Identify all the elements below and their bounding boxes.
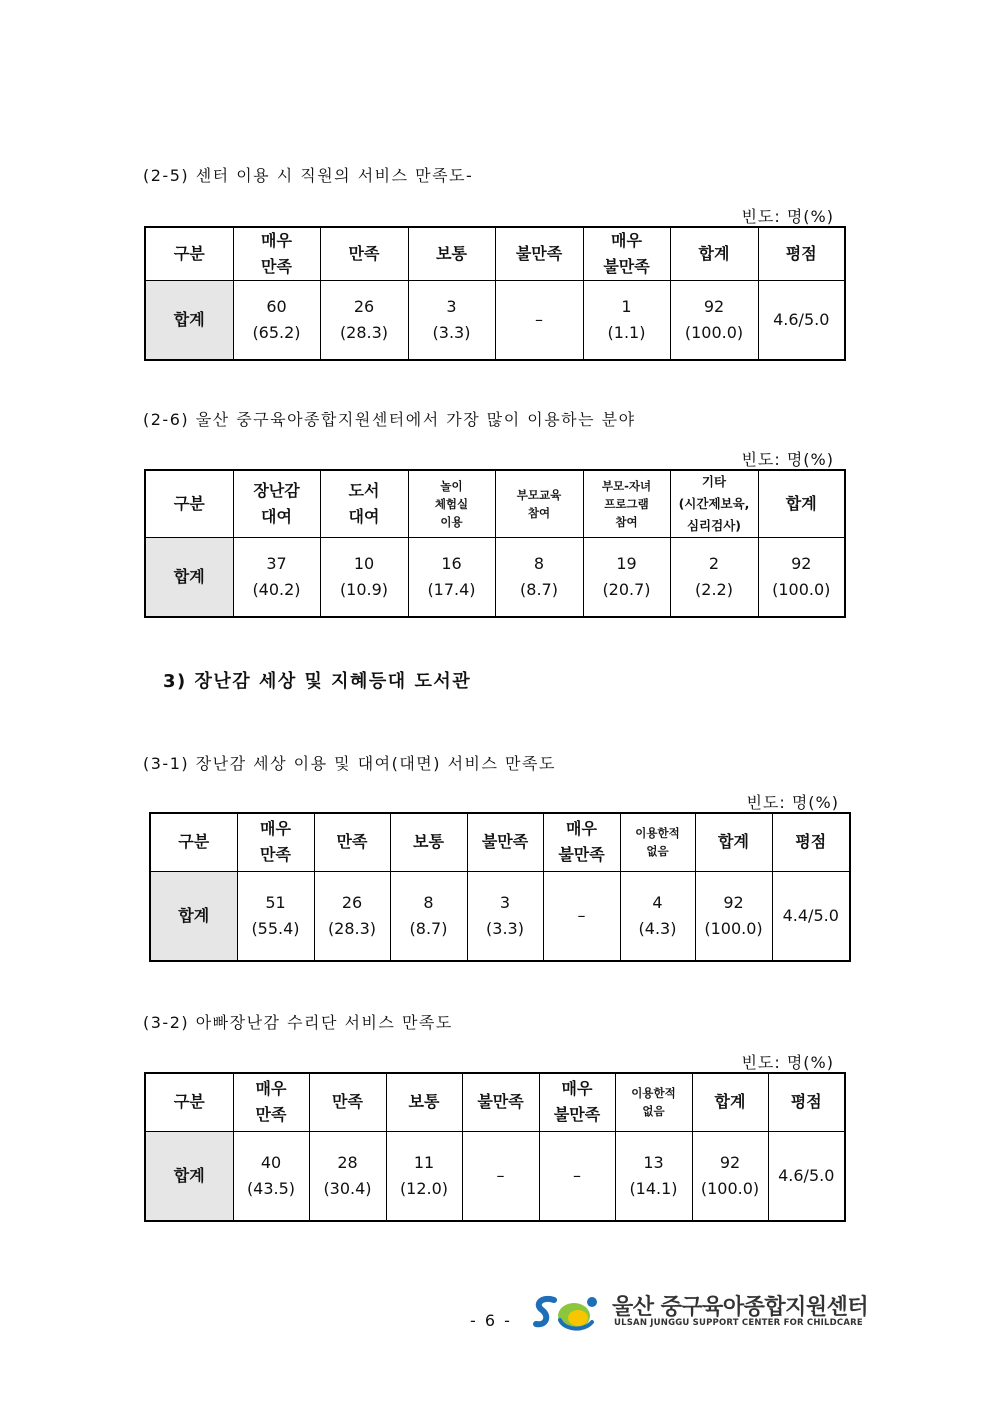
cell-count: 37 xyxy=(266,553,287,573)
cell-percent: (12.0) xyxy=(399,1178,449,1198)
cell-count: 4.6/5.0 xyxy=(778,1165,835,1185)
data-cell xyxy=(462,1131,539,1221)
header-line: 기타 xyxy=(701,474,727,489)
header-line: 불만족 xyxy=(553,1105,601,1125)
column-header xyxy=(320,470,408,538)
column-header xyxy=(495,227,583,281)
column-header xyxy=(462,1073,539,1131)
cell-percent: (4.3) xyxy=(638,918,677,938)
cell-count: 3 xyxy=(499,892,511,912)
cell-count: 26 xyxy=(353,296,375,316)
header-line: 이용한적 xyxy=(635,826,680,841)
header-line: 매우 xyxy=(566,819,597,839)
column-header xyxy=(695,813,772,871)
cell-count: 10 xyxy=(353,553,375,573)
cell-count: 3 xyxy=(446,296,457,316)
header-gubun: 구분 xyxy=(145,470,233,538)
column-header xyxy=(768,1073,845,1131)
caption-2-6: (2-6) 울산 중구육아종합지원센터에서 가장 많이 이용하는 분야 xyxy=(143,410,636,429)
cell-count: 8 xyxy=(423,892,434,912)
cell-count: 40 xyxy=(260,1152,282,1172)
header-line: 보통 xyxy=(436,244,467,263)
cell-percent: (100.0) xyxy=(700,1178,760,1198)
cell-count: 92 xyxy=(703,296,725,316)
column-header xyxy=(620,813,695,871)
cell-percent: (8.7) xyxy=(520,579,558,599)
cell-count: 92 xyxy=(719,1152,741,1172)
header-line: 평점 xyxy=(785,244,817,263)
header-line: 대여 xyxy=(261,507,292,526)
cell-count: 4.6/5.0 xyxy=(773,309,830,329)
data-cell xyxy=(615,1131,692,1221)
cell-percent: (100.0) xyxy=(772,579,831,599)
cell-percent: (55.4) xyxy=(251,918,300,938)
data-cell xyxy=(620,871,695,961)
cell-count: 19 xyxy=(616,553,637,573)
data-cell xyxy=(543,871,620,961)
cell-percent: (100.0) xyxy=(684,322,744,342)
cell-percent: (100.0) xyxy=(704,918,763,938)
unit-2-5: 빈도: 명(%) xyxy=(741,207,834,226)
cell-count: 28 xyxy=(337,1152,358,1172)
cell-count: – xyxy=(577,905,586,925)
data-cell xyxy=(539,1131,615,1221)
column-header xyxy=(758,227,845,281)
column-header xyxy=(390,813,467,871)
column-header xyxy=(539,1073,615,1131)
caption-2-5: (2-5) 센터 이용 시 직원의 서비스 만족도- xyxy=(143,166,474,185)
data-cell xyxy=(309,1131,386,1221)
data-cell xyxy=(386,1131,462,1221)
cell-count: 51 xyxy=(265,892,286,912)
data-cell xyxy=(390,871,467,961)
cell-percent: (40.2) xyxy=(252,579,301,599)
cell-count: 8 xyxy=(533,553,545,573)
data-cell xyxy=(233,538,320,617)
cell-percent: (43.5) xyxy=(246,1178,296,1198)
data-cell xyxy=(670,281,758,360)
column-header xyxy=(386,1073,462,1131)
data-cell xyxy=(695,871,772,961)
cell-percent: (8.7) xyxy=(409,918,448,938)
cell-count: – xyxy=(573,1165,581,1185)
header-line: 평점 xyxy=(795,832,827,852)
header-line: 부모-자녀 xyxy=(601,479,652,493)
satisfaction-table-2-5 xyxy=(144,226,846,361)
cell-count: 26 xyxy=(341,892,363,912)
data-cell xyxy=(758,281,845,360)
unit-2-6: 빈도: 명(%) xyxy=(741,450,834,469)
data-cell xyxy=(692,1131,768,1221)
data-cell xyxy=(467,871,543,961)
header-line: 합계 xyxy=(718,832,749,852)
column-header xyxy=(408,470,495,538)
header-line: 없음 xyxy=(646,844,669,859)
column-header xyxy=(314,813,390,871)
header-line: 불만족 xyxy=(603,257,650,276)
cell-count: 2 xyxy=(708,553,720,573)
cell-percent: (20.7) xyxy=(602,579,651,599)
header-line: 도서 xyxy=(348,481,380,500)
header-line: 보통 xyxy=(408,1092,440,1112)
cell-count: – xyxy=(535,309,543,329)
cell-percent: (1.1) xyxy=(607,322,646,342)
cell-percent: (3.3) xyxy=(486,918,524,938)
column-header xyxy=(467,813,543,871)
header-line: 보통 xyxy=(413,832,444,852)
data-cell xyxy=(408,281,495,360)
column-header xyxy=(692,1073,768,1131)
cell-count: 4.4/5.0 xyxy=(782,905,839,925)
column-header xyxy=(237,813,314,871)
header-line: 합계 xyxy=(785,494,817,513)
header-line: 평점 xyxy=(790,1092,822,1112)
header-line: 만족 xyxy=(336,832,368,852)
column-header xyxy=(670,227,758,281)
header-line: 참여 xyxy=(527,506,551,520)
cell-percent: (2.2) xyxy=(695,579,733,599)
header-line: 합계 xyxy=(698,244,730,263)
header-line: 만족 xyxy=(332,1092,363,1112)
header-line: 불만족 xyxy=(515,244,563,263)
data-cell xyxy=(583,281,670,360)
data-cell xyxy=(495,281,583,360)
header-line: 매우 xyxy=(561,1079,593,1099)
data-cell xyxy=(320,538,408,617)
data-cell xyxy=(314,871,390,961)
header-line: 대여 xyxy=(348,507,380,526)
header-line: 심리검사) xyxy=(686,518,741,533)
cell-count: 92 xyxy=(791,553,812,573)
sc-logo-icon xyxy=(532,1290,612,1334)
row-label-total: 합계 xyxy=(150,871,237,961)
header-line: 불만족 xyxy=(477,1092,524,1112)
column-header xyxy=(233,1073,309,1131)
data-cell xyxy=(495,538,583,617)
cell-count: 11 xyxy=(413,1152,435,1172)
column-header xyxy=(758,470,845,538)
data-cell xyxy=(772,871,850,961)
caption-3-2: (3-2) 아빠장난감 수리단 서비스 만족도 xyxy=(143,1013,453,1032)
header-line: 매우 xyxy=(260,819,291,839)
section-heading-3: 3) 장난감 세상 및 지혜등대 도서관 xyxy=(163,671,472,692)
header-line: 없음 xyxy=(642,1104,665,1119)
column-header xyxy=(615,1073,692,1131)
header-line: 장난감 xyxy=(253,481,300,500)
cell-count: 60 xyxy=(266,296,287,316)
header-line: 체험실 xyxy=(434,497,469,511)
header-line: 이용한적 xyxy=(631,1086,676,1101)
data-cell xyxy=(583,538,670,617)
header-line: 만족 xyxy=(255,1105,287,1125)
page-number: - 6 - xyxy=(470,1311,512,1330)
column-header xyxy=(408,227,495,281)
row-label-total: 합계 xyxy=(145,1131,233,1221)
row-label-total: 합계 xyxy=(145,538,233,617)
column-header xyxy=(583,470,670,538)
cell-percent: (14.1) xyxy=(629,1178,678,1198)
header-line: 프로그램 xyxy=(604,497,649,511)
data-cell xyxy=(768,1131,845,1221)
cell-percent: (30.4) xyxy=(323,1178,372,1198)
toy-world-table-3-1 xyxy=(149,812,851,962)
cell-count: 4 xyxy=(652,892,663,912)
header-line: 부모교육 xyxy=(516,488,562,502)
row-label-total: 합계 xyxy=(145,281,233,360)
column-header xyxy=(320,227,408,281)
header-line: 불만족 xyxy=(558,845,605,865)
header-gubun: 구분 xyxy=(145,1073,233,1131)
column-header xyxy=(670,470,758,538)
header-line: 놀이 xyxy=(440,479,463,493)
cell-percent: (65.2) xyxy=(252,322,301,342)
header-line: 이용 xyxy=(440,515,463,529)
column-header xyxy=(583,227,670,281)
header-gubun: 구분 xyxy=(145,227,233,281)
column-header xyxy=(233,470,320,538)
data-cell xyxy=(233,1131,309,1221)
header-line: 매우 xyxy=(261,231,292,250)
data-cell xyxy=(233,281,320,360)
cell-percent: (10.9) xyxy=(339,579,389,599)
toy-repair-table-3-2 xyxy=(144,1072,846,1222)
data-cell xyxy=(320,281,408,360)
cell-count: 1 xyxy=(621,296,632,316)
unit-3-1: 빈도: 명(%) xyxy=(746,793,839,812)
data-cell xyxy=(758,538,845,617)
header-line: 만족 xyxy=(261,257,292,276)
column-header xyxy=(495,470,583,538)
header-line: 참여 xyxy=(615,515,638,529)
cell-percent: (28.3) xyxy=(327,918,377,938)
column-header xyxy=(233,227,320,281)
cell-count: 16 xyxy=(441,553,462,573)
cell-count: 92 xyxy=(723,892,744,912)
header-line: 만족 xyxy=(348,244,380,263)
cell-percent: (17.4) xyxy=(427,579,476,599)
cell-count: 13 xyxy=(643,1152,664,1172)
logo-title: 울산 중구육아종합지원센터 xyxy=(612,1295,869,1320)
header-line: 매우 xyxy=(611,231,642,250)
column-header xyxy=(309,1073,386,1131)
header-line: (시간제보육, xyxy=(678,496,750,511)
cell-percent: (28.3) xyxy=(339,322,389,342)
header-line: 만족 xyxy=(260,845,291,865)
header-line: 합계 xyxy=(714,1092,746,1112)
cell-percent: (3.3) xyxy=(432,322,471,342)
column-header xyxy=(543,813,620,871)
data-cell xyxy=(408,538,495,617)
header-gubun: 구분 xyxy=(150,813,237,871)
unit-3-2: 빈도: 명(%) xyxy=(741,1053,834,1072)
data-cell xyxy=(237,871,314,961)
data-cell xyxy=(670,538,758,617)
logo-subtitle: ULSAN JUNGGU SUPPORT CENTER FOR CHILDCARE xyxy=(614,1318,863,1328)
column-header xyxy=(772,813,850,871)
header-line: 불만족 xyxy=(481,832,529,852)
header-line: 매우 xyxy=(255,1079,287,1099)
caption-3-1: (3-1) 장난감 세상 이용 및 대여(대면) 서비스 만족도 xyxy=(143,754,556,773)
usage-field-table-2-6 xyxy=(144,469,846,618)
cell-count: – xyxy=(496,1165,505,1185)
